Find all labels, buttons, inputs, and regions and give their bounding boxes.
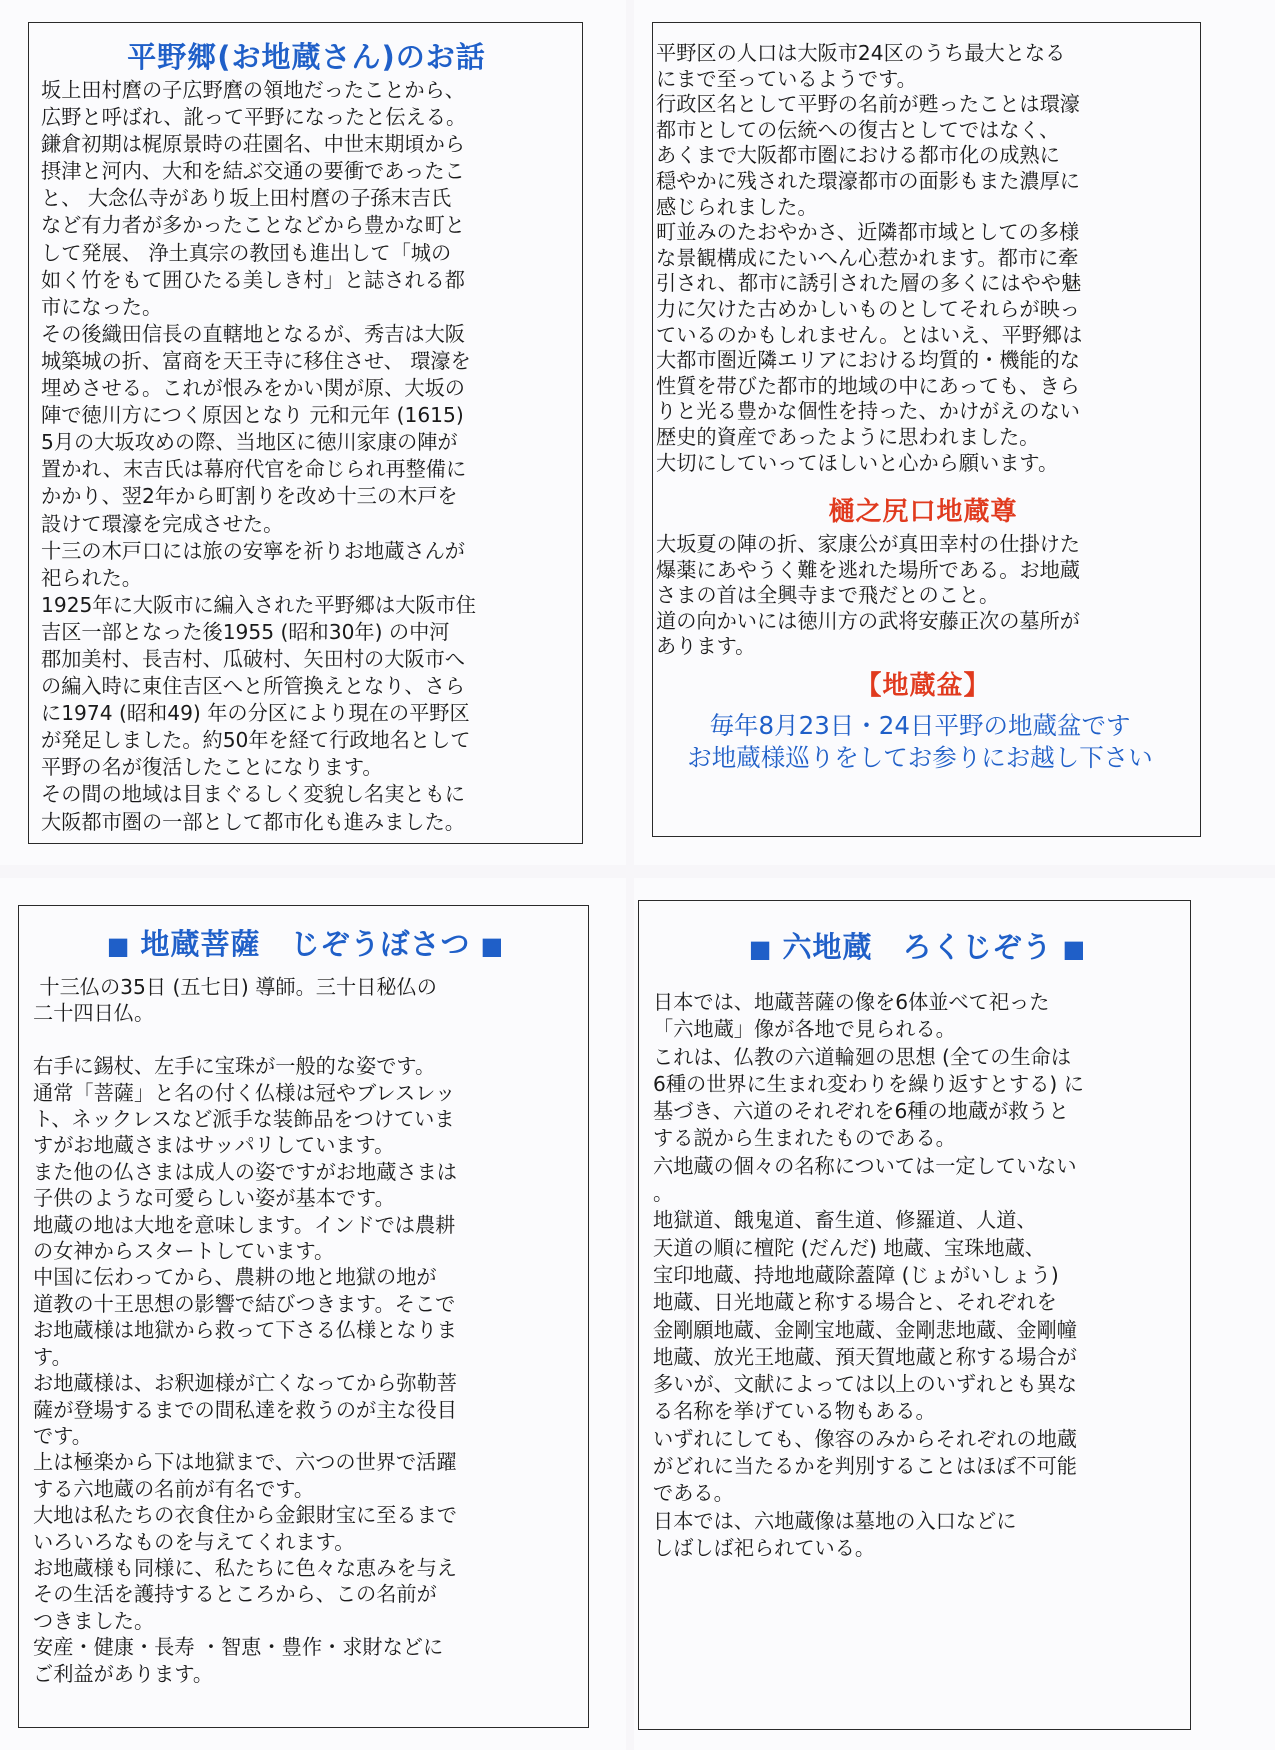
roku-jizo-text: 日本では、地蔵菩薩の像を6体並べて祀った 「六地蔵」像が各地で見られる。 これは、仏教の六道輪廻の思想 (全ての生命は 6種の世界に生まれ変わりを繰り返すとする) に 基づき、六道のそれぞれを6種の地蔵が救うと する説から生まれたものである。 六地蔵の個々の名称については一定していない 。 地獄道、餓鬼道、畜生道、修羅道、人道、 天道の順に檀陀 (だんだ) 地蔵、宝珠地蔵、 宝印地蔵、持地地蔵除蓋障 (じょがいしょう) 地蔵、日光地蔵と称する場合と、それぞれを 金剛願地蔵、金剛宝地蔵、金剛悲地蔵、金剛幢 地蔵、放光王地蔵、預天賀地蔵と称する場合が 多いが、文献によっては以上のいずれとも異な る名称を挙げている物もある。 いずれにしても、像容のみからそれぞれの地蔵 がどれに当たるかを判別することはほぼ不可能 である。 日本では、六地蔵像は墓地の入口などに しばしば祀られている。: [653, 990, 1084, 1560]
square-bullet-icon: ■: [748, 935, 773, 963]
jizo-bon-title: 【地蔵盆】: [855, 671, 991, 702]
jizo-bon-note: 毎年8月23日・24日平野の地蔵盆です お地蔵様巡りをしてお参りにお越し下さい: [687, 711, 1153, 773]
hirano-history-title: 平野郷(お地蔵さん)のお話: [127, 40, 486, 74]
square-bullet-icon: ■: [480, 932, 505, 960]
jizo-bosatsu-heading: [33, 924, 578, 966]
hirano-history-text: 坂上田村麿の子広野麿の領地だったことから、 広野と呼ばれ、訛って平野になったと伝える。 鎌倉初期は梶原景時の荘園名、中世末期頃から 摂津と河内、大和を結ぶ交通の要衝であったこ と、 大念仏寺があり坂上田村麿の子孫末吉氏 など有力者が多かったことなどから豊かな町と して発展、 浄土真宗の教団も進出して「城の 如く竹をもて囲ひたる美しき村」と誌される都 市になった。 その後織田信長の直轄地となるが、秀吉は大阪 城築城の折、富商を天王寺に移住させ、 環濠を 埋めさせる。これが恨みをかい関が原、大坂の 陣で徳川方につく原因となり 元和元年 (1615) 5月の大坂攻めの際、当地区に徳川家康の陣が 置かれ、末吉氏は幕府代官を命じられ再整備に かかり、翌2年から町割りを改め十三の木戸を 設けて環濠を完成させた。 十三の木戸口には旅の安寧を祈りお地蔵さんが 祀られた。 1925年に大阪市に編入された平野郷は大阪市住 吉区一部となった後1955 (昭和30年) の中河 郡加美村、長吉村、瓜破村、矢田村の大阪市へ の編入時に東住吉区へと所管換えとなり、さら に1974 (昭和49) 年の分区により現在の平野区 が発足しました。約50年を経て行政地名として 平野の名が復活したことになります。 その間の地域は目まぐるしく変貌し名実ともに 大阪都市圏の一部として都市化も進みました。: [41, 78, 476, 834]
roku-jizo-title: 六地蔵 ろくじぞう: [782, 930, 1053, 964]
hinoshiriguchi-jizo-title: 樋之尻口地蔵尊: [828, 497, 1018, 528]
roku-jizo-panel: [638, 900, 1191, 1730]
hirano-continued-text: 平野区の人口は大阪市24区のうち最大となる にまで至っているようです。 行政区名として平野の名前が甦ったことは環濠 都市としての伝統への復古としてではなく、 あくまで大阪都市圏における都市化の成熟に 穏やかに残された環濠都市の面影もまた濃厚に 感じられました。 町並みのたおやかさ、近隣都市域としての多様 な景観構成にたいへん心惹かれます。都市に牽 引され、都市に誘引された層の多くにはやや魅 力に欠けた古めかしいものとしてそれらが映っ ているのかもしれません。とはいえ、平野郷は 大都市圏近隣エリアにおける均質的・機能的な 性質を帯びた都市的地域の中にあっても、きら りと光る豊かな個性を持った、かけがえのない 歴史的資産であったように思われました。 大切にしていってほしいと心から願います。: [656, 41, 1083, 475]
square-bullet-icon: ■: [1062, 935, 1087, 963]
hirano-continued-panel: [652, 22, 1201, 837]
jizo-bosatsu-text: 十三仏の35日 (五七日) 導師。三十日秘仏の 二十四日仏。 右手に錫杖、左手に宝珠が一般的な姿です。 通常「菩薩」と名の付く仏様は冠やブレスレッ ト、ネックレスなど派手な装飾品をつけていま すがお地蔵さまはサッパリしています。 また他の仏さまは成人の姿ですがお地蔵さまは 子供のような可愛らしい姿が基本です。 地蔵の地は大地を意味します。インドでは農耕 の女神からスタートしています。 中国に伝わってから、農耕の地と地獄の地が 道教の十王思想の影響で結びつきます。そこで お地蔵様は地獄から救って下さる仏様となりま す。 お地蔵様は、お釈迦様が亡くなってから弥勒菩 薩が登場するまでの間私達を救うのが主な役目 です。 上は極楽から下は地獄まで、六つの世界で活躍 する六地蔵の名前が有名です。 大地は私たちの衣食住から金銀財宝に至るまで いろいろなものを与えてくれます。 お地蔵様も同様に、私たちに色々な恵みを与え その生活を護持するところから、この名前が つきました。 安産・健康・長寿 ・智恵・豊作・求財などに ご利益があります。: [33, 975, 457, 1686]
jizo-bosatsu-panel: [18, 905, 589, 1728]
hirano-history-panel: [28, 22, 583, 844]
jizo-bosatsu-title: 地蔵菩薩 じぞうぼさつ: [140, 927, 471, 961]
square-bullet-icon: ■: [106, 932, 131, 960]
roku-jizo-heading: [653, 927, 1182, 969]
hinoshiriguchi-jizo-text: 大坂夏の陣の折、家康公が真田幸村の仕掛けた 爆薬にあやうく難を逃れた場所である。お地蔵 さまの首は全興寺まで飛だとのこと。 道の向かいには徳川方の武将安藤正次の墓所が あります。: [656, 532, 1080, 659]
